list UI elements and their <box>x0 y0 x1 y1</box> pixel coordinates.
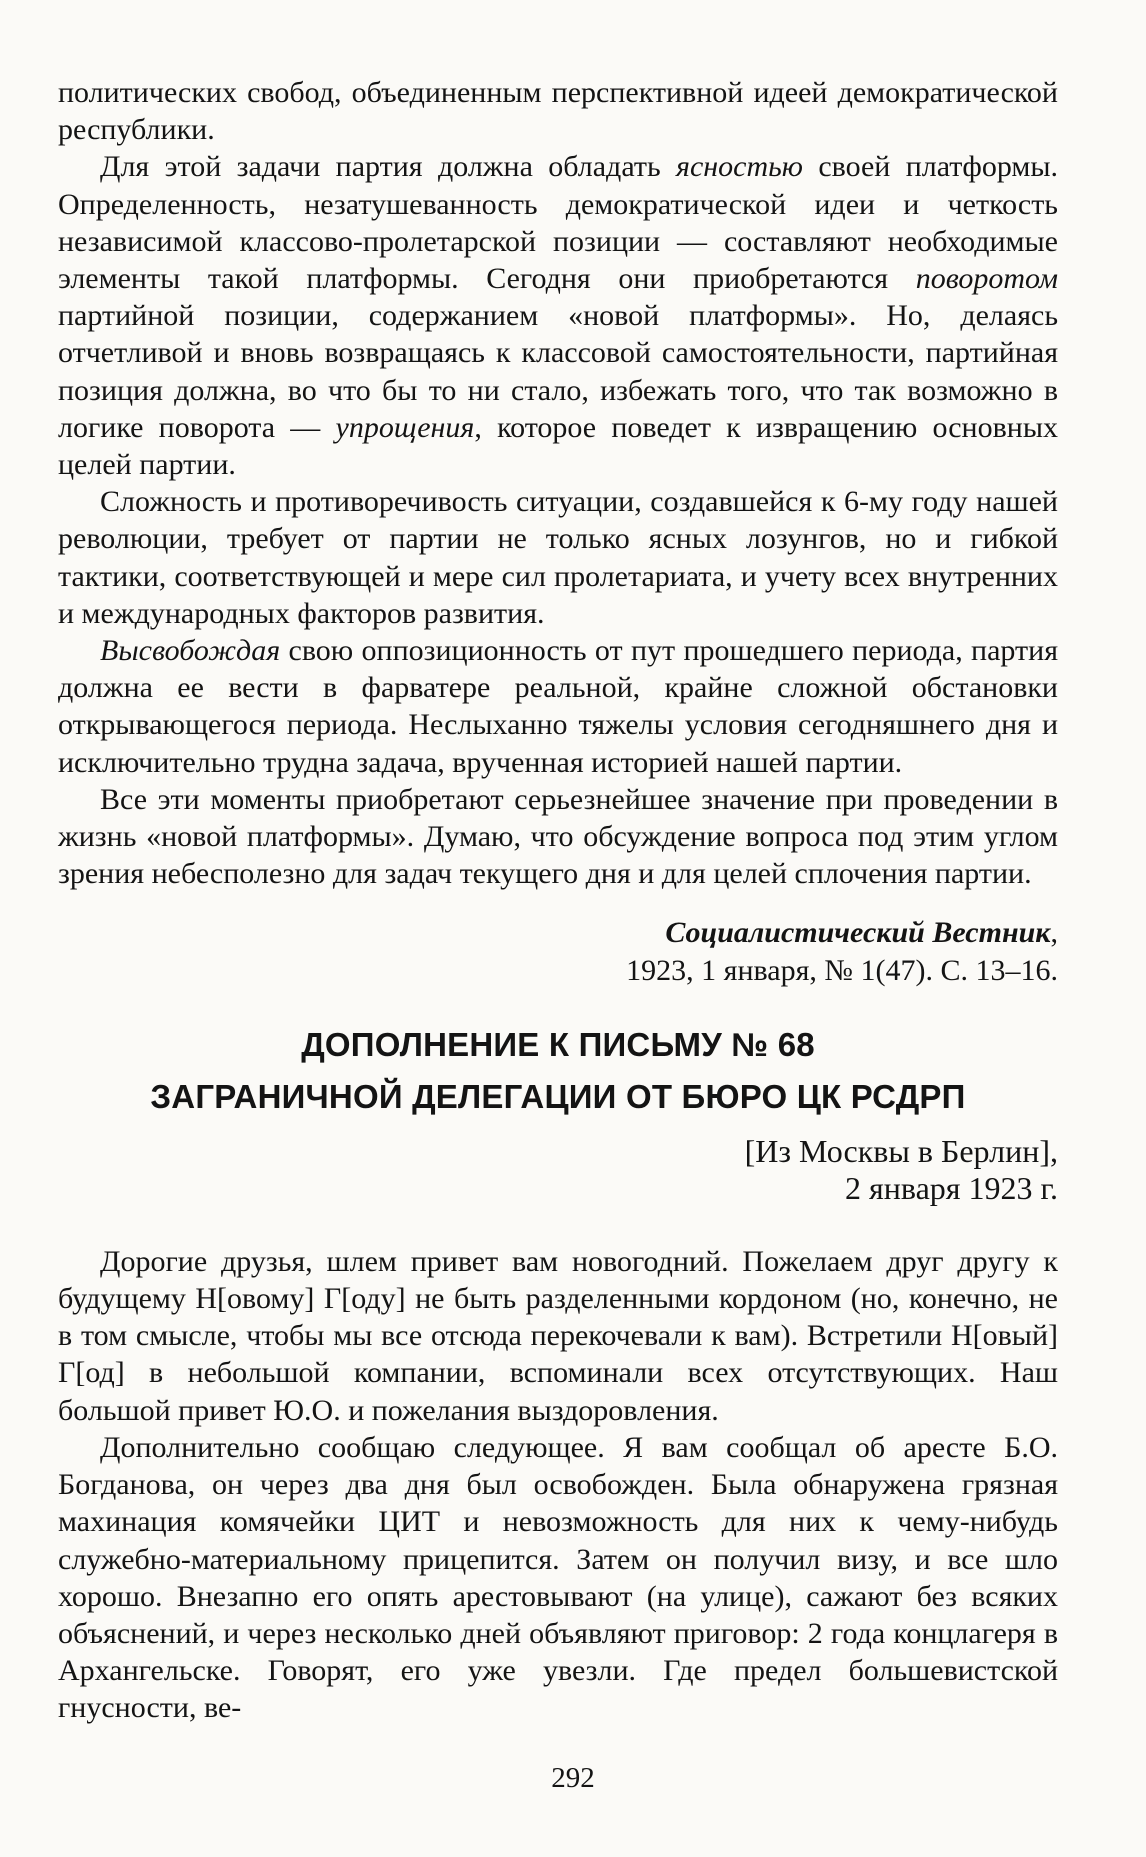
document-heading <box>58 1019 1058 1123</box>
dateline-date: 2 января 1923 г. <box>845 1169 1058 1206</box>
heading-line-2: ЗАГРАНИЧНОЙ ДЕЛЕГАЦИИ ОТ БЮРО ЦК РСДРП <box>150 1077 966 1115</box>
source-citation: Социалистический Вестник, 1923, 1 января, № 1(47). С. 13–16. <box>58 914 1058 988</box>
paragraph-greeting: Дорогие друзья, шлем привет вам новогодний. Пожелаем друг другу к будущему Н[овому] Г[оду] не быть разделенными кордоном (но, конечно, не в том смысле, чтобы мы все отсюда перекочевали к вам). Встретили Н[овый] Г[од] в небольшой компании, вспоминали всех отсутствующих. Наш большой привет Ю.О. и пожелания выздоровления. <box>58 1244 1058 1427</box>
source-title: Социалистический Вестник <box>665 916 1051 950</box>
book-page <box>58 74 1058 1727</box>
emphasis-freeing: Высвобождая <box>100 634 281 668</box>
paragraph-platform-clarity: Для этой задачи партия должна обладать ясностью своей платформы. Определенность, незатушеванность демократической идеи и четкость независимой классово-пролетарской позиции — составляют необходимые элементы такой платформы. Сегодня они приобретаются поворотом партийной позиции, содержанием «новой платформы». Но, делаясь отчетливой и вновь возвращаясь к классовой самостоятельности, партийная позиция должна, во что бы то ни стало, избежать того, что так возможно в логике поворота — упрощения, которое поведет к извращению основных целей партии. <box>58 150 1059 482</box>
paragraph-arrest: Дополнительно сообщаю следующее. Я вам сообщал об аресте Б.О. Богданова, он через два дня был освобожден. Была обнаружена грязная махинация комячейки ЦИТ и невозможность для них к чему-нибудь служебно-материальному прицепится. Затем он получил визу, и все шло хорошо. Внезапно его опять арестовывают (на улице), сажают без всяких объяснений, и через несколько дней объявляют приговор: 2 года концлагеря в Архангельске. Говорят, его уже увезли. Где предел большевистской гнусности, ве- <box>58 1430 1058 1725</box>
paragraph-new-platform: Все эти моменты приобретают серьезнейшее значение при проведении в жизнь «новой платформы». Думаю, что обсуждение вопроса под этим углом зрения небесполезно для задач текущего дня и для целей сплочения партии. <box>58 782 1058 891</box>
letter-body <box>58 1243 1058 1727</box>
emphasis-turn: поворотом <box>915 262 1058 296</box>
paragraph-opposition: Высвобождая свою оппозиционность от пут прошедшего периода, партия должна ее вести в фарватере реальной, крайне сложной обстановки открывающегося периода. Неслыханно тяжелы условия сегодняшнего дня и исключительно трудна задача, врученная историей нашей партии. <box>58 634 1058 779</box>
source-detail: 1923, 1 января, № 1(47). С. 13–16. <box>626 953 1058 987</box>
dateline-place: [Из Москвы в Берлин], <box>744 1132 1058 1169</box>
dateline <box>58 1133 1058 1207</box>
paragraph-complexity: Сложность и противоречивость ситуации, создавшейся к 6-му году нашей революции, требует от партии не только ясных лозунгов, но и гибкой тактики, соответствующей и мере сил пролетариата, и учету всех внутренних и международных факторов развития. <box>58 485 1058 630</box>
paragraph-continuation: политических свобод, объединенным перспективной идеей демократической республики. <box>58 76 1058 147</box>
emphasis-clarity: ясностью <box>676 150 803 184</box>
heading-line-1: ДОПОЛНЕНИЕ К ПИСЬМУ № 68 <box>301 1025 815 1063</box>
page-number: 292 <box>551 1762 595 1794</box>
emphasis-simplification: упрощения <box>335 410 475 444</box>
